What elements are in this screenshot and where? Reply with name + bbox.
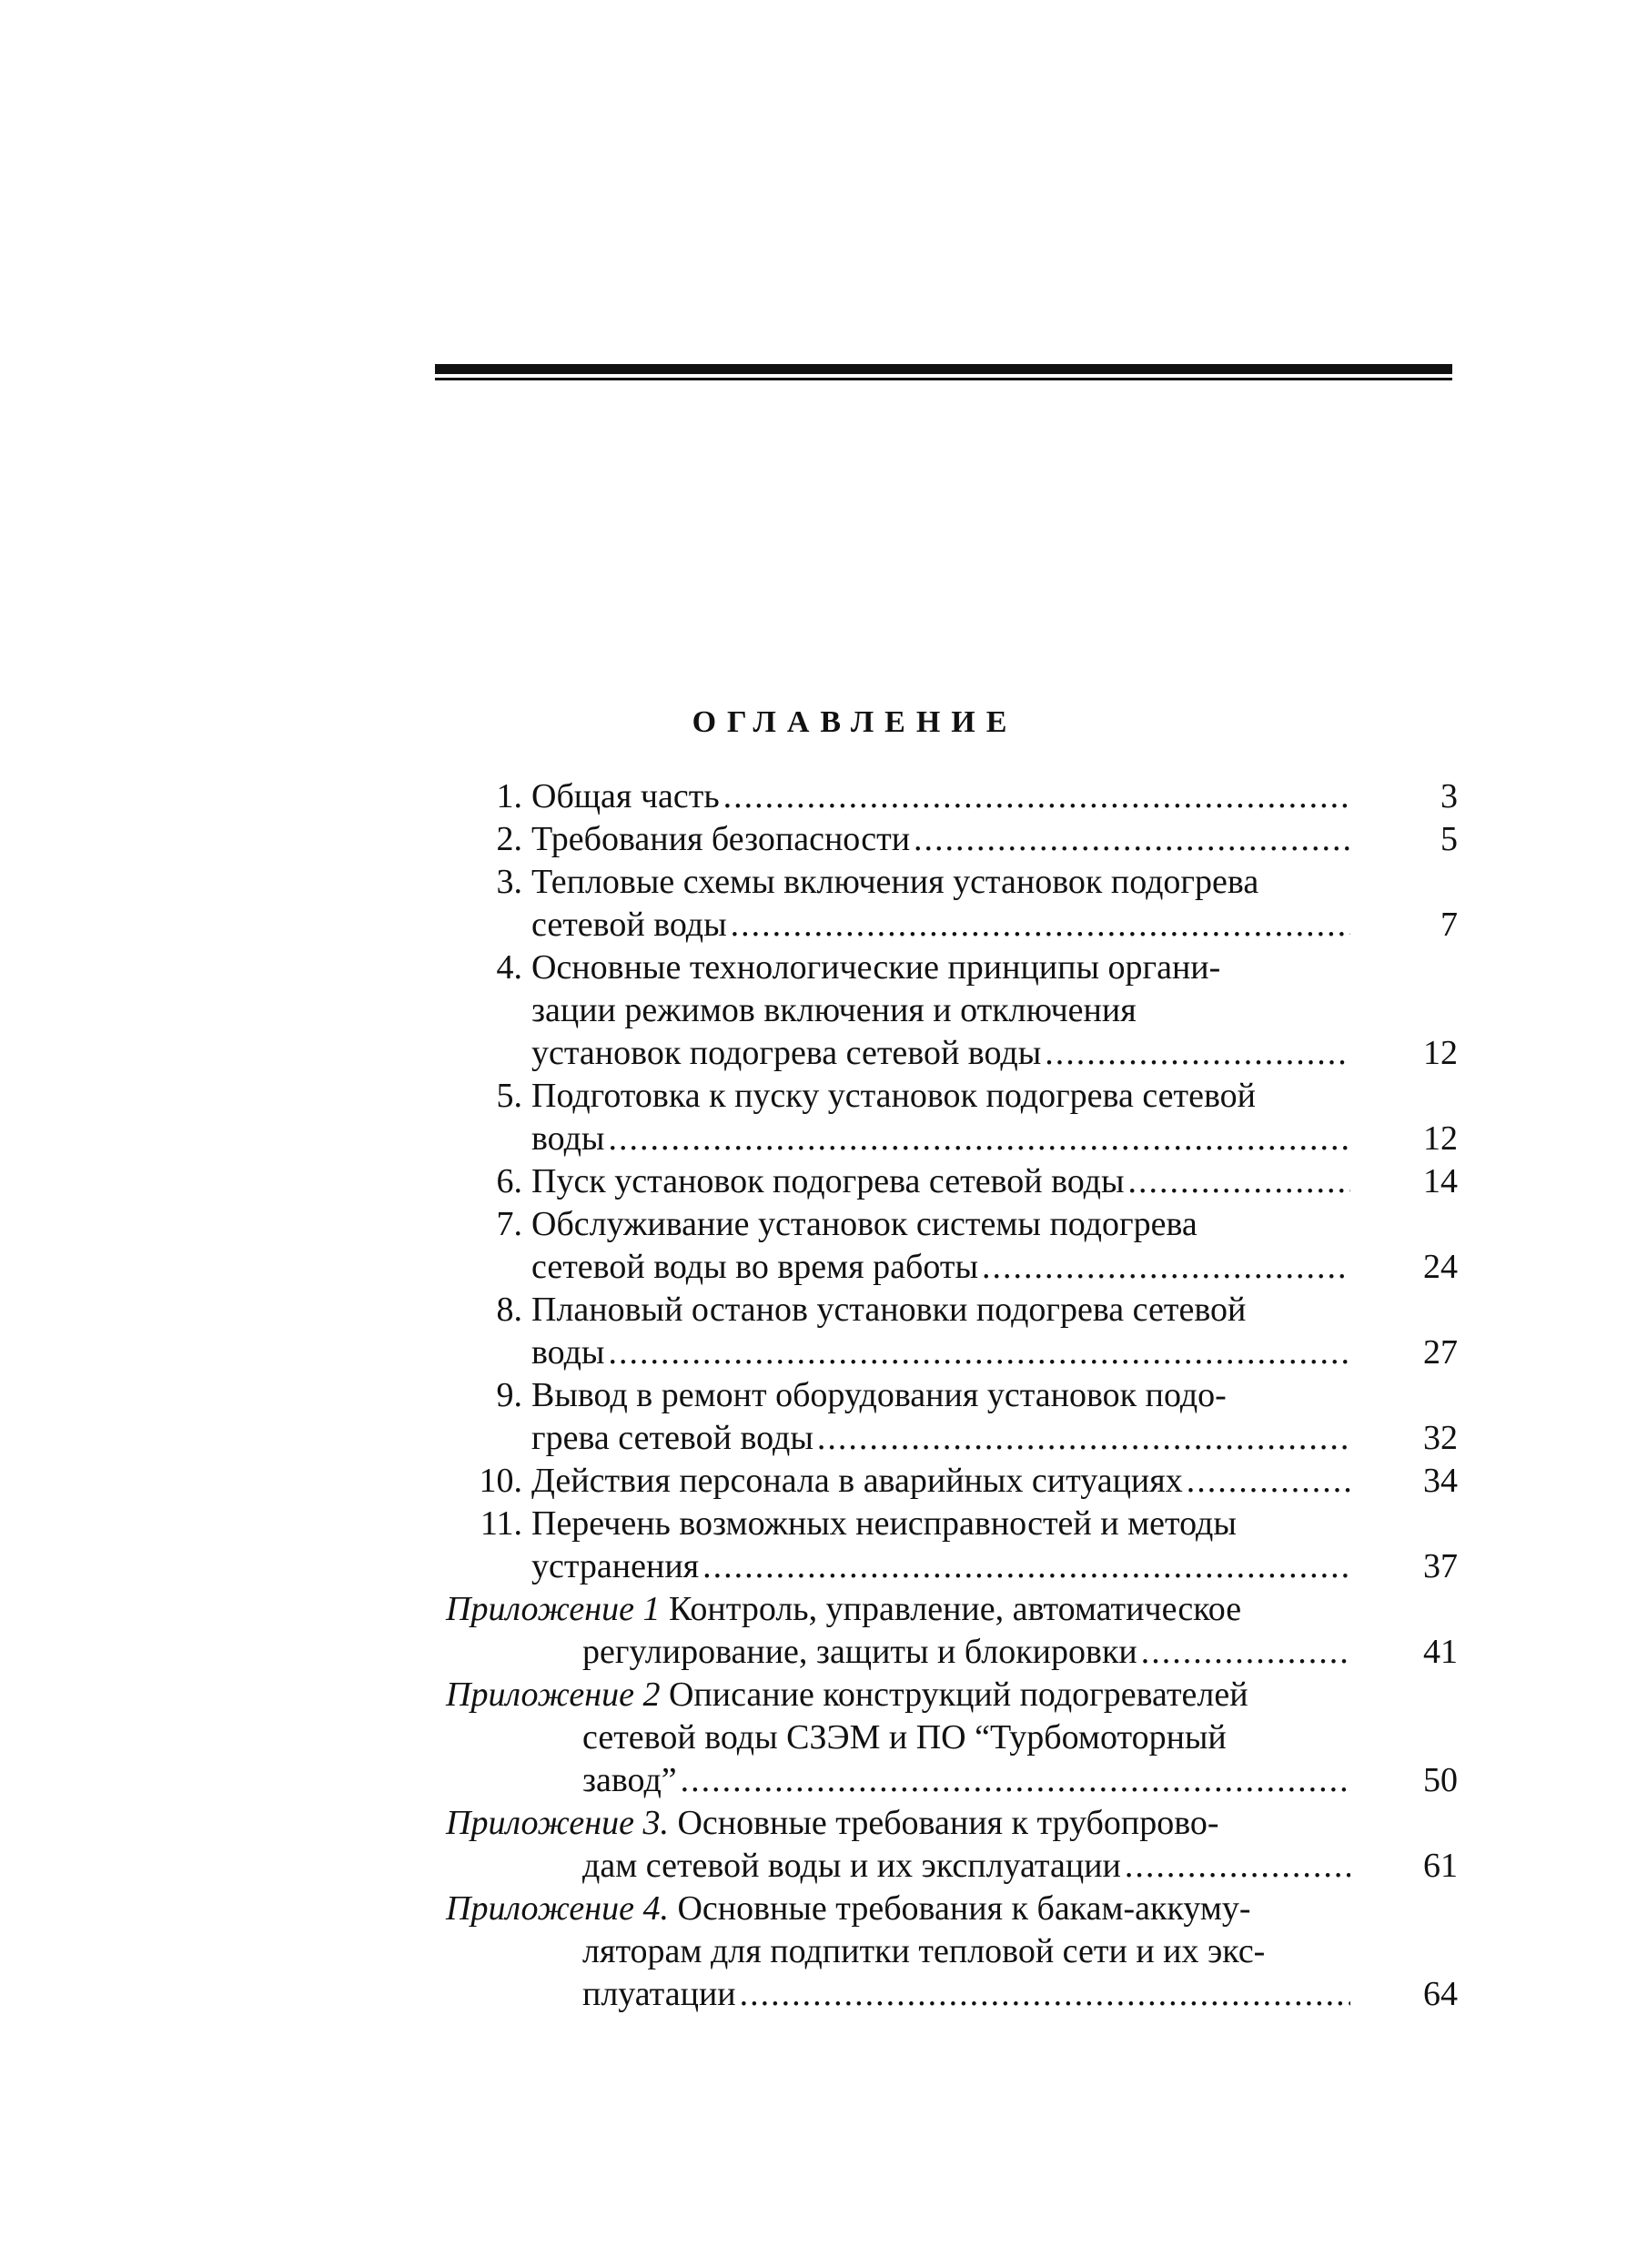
- toc-page-number: 50: [1423, 1761, 1458, 1799]
- toc-entry-body: [531, 775, 1350, 818]
- toc-entry[interactable]: [496, 1289, 1458, 1374]
- toc-entry[interactable]: [496, 861, 1458, 947]
- leader-dots: [1141, 1631, 1350, 1674]
- toc-appendix-title: плуатации: [582, 1975, 736, 2013]
- leader-dots: [817, 1417, 1350, 1460]
- toc-entry-body: [531, 1374, 1350, 1460]
- leader-dots: [702, 1545, 1350, 1588]
- appendix-label: Приложение 2: [446, 1676, 661, 1714]
- toc-appendix-lastline: [446, 1759, 1350, 1802]
- toc-appendix-body: [446, 1888, 1350, 2016]
- toc-entry[interactable]: [496, 818, 1458, 861]
- toc-entry-body: [531, 1075, 1350, 1160]
- toc-entry-line: зации режимов включения и отключения: [531, 991, 1137, 1029]
- toc-entry-number: 2.: [496, 820, 522, 858]
- toc-entry-lastline: [531, 904, 1350, 947]
- toc-entry-lastline: [531, 1246, 1350, 1289]
- toc-entry-body: [531, 818, 1350, 861]
- toc-appendix-line: сетевой воды СЗЭМ и ПО “Турбомоторный: [582, 1718, 1227, 1757]
- toc-entry-body: [531, 1503, 1350, 1588]
- toc-entry-number: 11.: [480, 1504, 522, 1543]
- toc-appendix[interactable]: [446, 1674, 1458, 1802]
- toc-entry-body: [531, 1289, 1350, 1374]
- leader-dots: [1187, 1460, 1350, 1503]
- toc-entry-title: Требования безопасности: [531, 820, 911, 858]
- toc-entry-number: 6.: [496, 1162, 522, 1200]
- toc-entry-title: Действия персонала в аварийных ситуациях: [531, 1462, 1183, 1500]
- toc-page-number: 32: [1423, 1419, 1458, 1457]
- toc-appendix-title: завод”: [582, 1761, 677, 1799]
- toc-entry-line: Тепловые схемы включения установок подогрева: [531, 863, 1259, 901]
- toc-entry[interactable]: [496, 1160, 1458, 1203]
- toc-appendix-body: [446, 1588, 1350, 1674]
- leader-dots: [1128, 1160, 1350, 1203]
- toc-entry-line: Плановый останов установки подогрева сетевой: [531, 1291, 1247, 1329]
- toc-entry-lastline: [531, 775, 1350, 818]
- toc-appendix-body: [446, 1802, 1350, 1888]
- toc-entry-body: [531, 861, 1350, 947]
- leader-dots: [1125, 1845, 1350, 1888]
- toc-entry-body: [531, 1460, 1350, 1503]
- toc-entry-line: Вывод в ремонт оборудования установок подо-: [531, 1376, 1227, 1414]
- leader-dots: [740, 1973, 1350, 2016]
- toc-page-number: 61: [1423, 1847, 1458, 1885]
- toc-entry-lastline: [531, 1331, 1350, 1374]
- toc-page-number: 41: [1423, 1633, 1458, 1671]
- toc-entry-number: 4.: [496, 948, 522, 987]
- toc-page-number: 37: [1423, 1547, 1458, 1585]
- leader-dots: [982, 1246, 1350, 1289]
- toc-entry[interactable]: [496, 775, 1458, 818]
- toc-entry-line: Перечень возможных неисправностей и методы: [531, 1504, 1237, 1543]
- toc-entry-lastline: [531, 1417, 1350, 1460]
- toc-appendix-lastline: [446, 1845, 1350, 1888]
- toc-appendix-first-line: [446, 1588, 1350, 1631]
- leader-dots: [723, 775, 1350, 818]
- toc-entry-title: сетевой воды во время работы: [531, 1248, 978, 1286]
- toc-entry-lastline: [531, 1460, 1350, 1503]
- toc-entry[interactable]: [496, 1075, 1458, 1160]
- toc-entry-number: 10.: [479, 1462, 522, 1500]
- toc-entry-lastline: [531, 1160, 1350, 1203]
- top-rule-thick: [435, 364, 1452, 374]
- toc-appendix[interactable]: [446, 1802, 1458, 1888]
- toc-appendix[interactable]: [446, 1588, 1458, 1674]
- appendix-label: Приложение 4.: [446, 1889, 669, 1928]
- toc-entry-line: Обслуживание установок системы подогрева: [531, 1205, 1197, 1243]
- toc-entry-title: воды: [531, 1333, 605, 1372]
- toc-entry-body: [531, 947, 1350, 1075]
- toc-entry-title: установок подогрева сетевой воды: [531, 1034, 1042, 1072]
- toc-page-number: 34: [1423, 1462, 1458, 1500]
- toc-entry-number: 9.: [496, 1376, 522, 1414]
- toc-entry-line: Подготовка к пуску установок подогрева сетевой: [531, 1077, 1257, 1115]
- toc-entry-title: устранения: [531, 1547, 700, 1585]
- leader-dots: [608, 1331, 1350, 1374]
- toc-entry[interactable]: [480, 1503, 1458, 1588]
- toc-entry-lastline: [531, 1545, 1350, 1588]
- toc-entry-lastline: [531, 818, 1350, 861]
- appendix-title: Контроль, управление, автоматическое: [668, 1590, 1242, 1628]
- appendix-title: Основные требования к бакам-аккуму-: [677, 1889, 1251, 1928]
- toc-entry-number: 8.: [496, 1291, 522, 1329]
- toc-entry-number: 1.: [496, 777, 522, 815]
- appendix-label: Приложение 1: [446, 1590, 661, 1628]
- leader-dots: [914, 818, 1350, 861]
- toc-page-number: 3: [1440, 777, 1458, 815]
- toc-page-number: 64: [1423, 1975, 1458, 2013]
- toc-entry-number: 3.: [496, 863, 522, 901]
- toc-entry-body: [531, 1160, 1350, 1203]
- toc-entry-lastline: [531, 1118, 1350, 1160]
- toc-entry[interactable]: [496, 1374, 1458, 1460]
- appendix-title: Описание конструкций подогревателей: [668, 1676, 1248, 1714]
- toc-entry-lastline: [531, 1032, 1350, 1075]
- toc-entry-title: Общая часть: [531, 777, 720, 815]
- toc-appendix-body: [446, 1674, 1350, 1802]
- toc-appendix-first-line: [446, 1674, 1350, 1716]
- table-of-contents: [446, 775, 1458, 2016]
- leader-dots: [681, 1759, 1350, 1802]
- toc-appendix[interactable]: [446, 1888, 1458, 2016]
- toc-appendix-line: ляторам для подпитки тепловой сети и их экс-: [582, 1932, 1266, 1970]
- toc-page-number: 5: [1440, 820, 1458, 858]
- leader-dots: [608, 1118, 1350, 1160]
- leader-dots: [731, 904, 1350, 947]
- toc-entry[interactable]: [496, 1203, 1458, 1289]
- toc-entry-number: 5.: [496, 1077, 522, 1115]
- appendix-title: Основные требования к трубопрово-: [677, 1804, 1219, 1842]
- toc-entry-body: [531, 1203, 1350, 1289]
- toc-entry-number: 7.: [496, 1205, 522, 1243]
- toc-entry-title: грева сетевой воды: [531, 1419, 813, 1457]
- toc-page-number: 7: [1440, 906, 1458, 944]
- toc-page-number: 27: [1423, 1333, 1458, 1372]
- toc-page-number: 14: [1423, 1162, 1458, 1200]
- top-rule-thin: [435, 378, 1452, 380]
- toc-entry[interactable]: [479, 1460, 1458, 1503]
- toc-appendix-first-line: [446, 1888, 1350, 1930]
- appendix-label: Приложение 3.: [446, 1804, 669, 1842]
- leader-dots: [1045, 1032, 1350, 1075]
- toc-title: ОГЛАВЛЕНИЕ: [692, 705, 1018, 739]
- toc-entry[interactable]: [496, 947, 1458, 1075]
- toc-page-number: 12: [1423, 1119, 1458, 1158]
- toc-page-number: 24: [1423, 1248, 1458, 1286]
- toc-entry-title: сетевой воды: [531, 906, 727, 944]
- toc-appendix-lastline: [446, 1631, 1350, 1674]
- toc-entry-title: Пуск установок подогрева сетевой воды: [531, 1162, 1125, 1200]
- toc-entry-line: Основные технологические принципы органи-: [531, 948, 1221, 987]
- toc-page-number: 12: [1423, 1034, 1458, 1072]
- toc-appendix-title: регулирование, защиты и блокировки: [582, 1633, 1137, 1671]
- toc-entry-title: воды: [531, 1119, 605, 1158]
- toc-appendix-lastline: [446, 1973, 1350, 2016]
- toc-appendix-title: дам сетевой воды и их эксплуатации: [582, 1847, 1121, 1885]
- toc-appendix-first-line: [446, 1802, 1350, 1845]
